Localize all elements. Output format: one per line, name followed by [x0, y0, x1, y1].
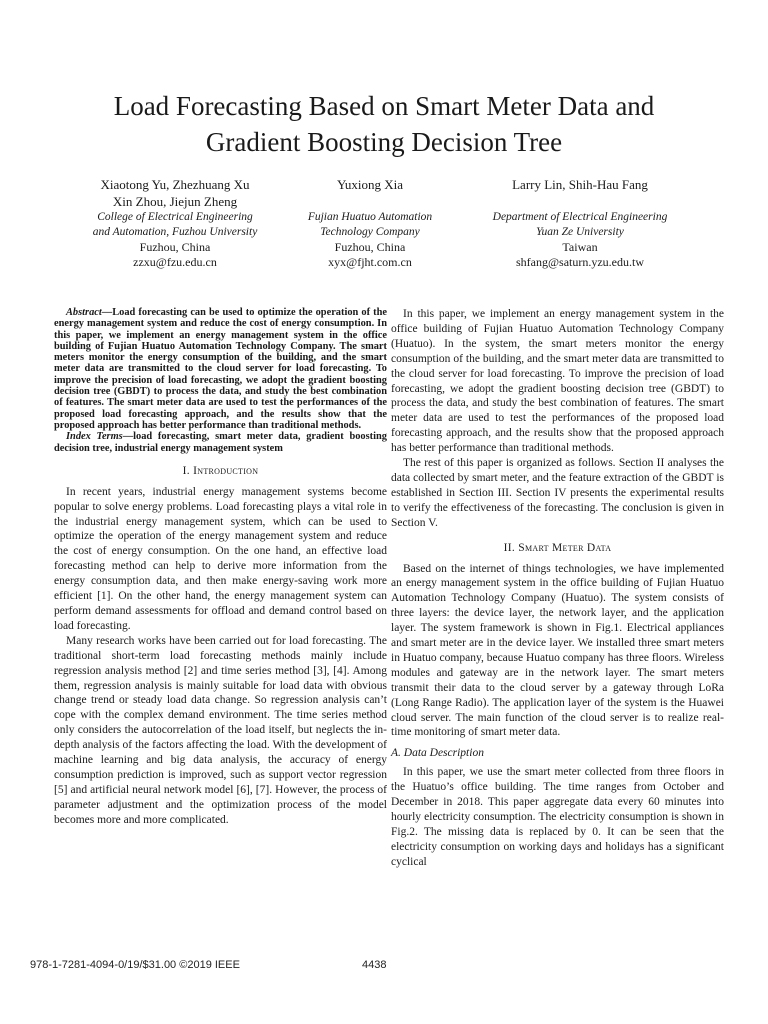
subsection-heading-data-description: A. Data Description	[391, 747, 484, 760]
index-terms-lead: Index Terms	[66, 431, 123, 443]
abstract	[54, 307, 387, 454]
author-location: Taiwan	[562, 240, 598, 254]
copyright-footer: 978-1-7281-4094-0/19/$31.00 ©2019 IEEE	[30, 959, 240, 971]
author-group-3	[445, 176, 715, 270]
paper-title	[0, 88, 768, 160]
author-affiliation: Technology Company	[320, 226, 420, 238]
author-email: shfang@saturn.yzu.edu.tw	[515, 255, 645, 269]
author-names: Xin Zhou, Jiejun Zheng	[112, 194, 238, 209]
abstract-text: —Load forecasting can be used to optimize the operation of the energy management system and reduce the cost of energy consumption. In this paper, we implement an energy management system in the office building of Fujian Huatuo Automation Technology Company. The smart meters monitor the energy consumption of the building, and the smart meter data are transmitted to the cloud server for load forecasting. To improve the precision of load forecasting, we adopt the gradient boosting decision tree (GBDT) to process the data, and study the best combination of features. The smart meter data are used to test the performances of the proposed load forecasting approach, and the results show that the proposed approach has better performance than traditional methods.	[54, 307, 387, 431]
paragraph: Based on the internet of things technologies, we have implemented an energy management system in the office building of Fujian Huatuo Automation Technology Company (Huatuo). The system consists of three layers: the device layer, the network layer, and the application layer. The system framework is shown in Fig.1. Electrical appliances and smart meter are in the device layer. We installed three smart meters in Huatuo company, because Huatuo company has three floors. Wireless modules and gateway are in the network layer. The smart meters transmit their data to the cloud server by a gateway through LoRa (Long Range Radio). The application layer of the system is the Huawei cloud server. The main function of the cloud server is to realize real-time monitoring of smart meter data.	[391, 562, 724, 739]
abstract-lead: Abstract	[66, 307, 102, 318]
author-affiliation: and Automation, Fuzhou University	[92, 226, 258, 238]
author-email: xyx@fjht.com.cn	[328, 255, 412, 269]
author-affiliation: College of Electrical Engineering	[97, 211, 253, 223]
paragraph: In this paper, we use the smart meter collected from three floors in the Huatuo’s office building. The time ranges from October and December in 2018. This paper aggregate data every 60 minutes into hourly electricity consumption. The electricity consumption is shown in Fig.2. The missing data is replaced by 0. It can be seen that the electricity consumption on working days and holidays has a significant cyclical	[391, 766, 724, 868]
author-affiliation: Fujian Huatuo Automation	[307, 211, 433, 223]
author-group-2	[280, 176, 460, 270]
author-names-spacer	[280, 193, 460, 210]
author-names: Larry Lin, Shih-Hau Fang	[512, 177, 648, 192]
paragraph: Many research works have been carried out for load forecasting. The traditional short-term load forecasting methods mainly include regression analysis method [2] and time series method [3], [4]. Among them, regression analysis is mainly suitable for load data with obvious change trend or steady load data change. So regression analysis can’t cope with the complex demand environment. The time series method only considers the autocorrelation of the load itself, but neglects the in-depth analysis of the factors affecting the load. With the development of machine learning and big data analysis, the accuracy of energy consumption prediction is improved, such as support vector regression [5] and artificial neural network model [6], [7]. However, the process of parameter adjustment and the optimization process of the model becomes more and more complicated.	[54, 634, 387, 826]
paragraph: The rest of this paper is organized as follows. Section II analyses the data collected by smart meter, and the feature extraction of the GBDT is established in Section III. Section IV presents the experimental results to verify the effectiveness of the forecasting. The conclusion is given in Section V.	[391, 457, 724, 529]
author-block	[0, 176, 768, 276]
section-heading-smart-meter-data: II. Smart Meter Data	[503, 541, 612, 554]
author-email: zzxu@fzu.edu.cn	[133, 255, 217, 269]
title-line-2: Gradient Boosting Decision Tree	[205, 127, 563, 157]
page-number: 4438	[362, 959, 387, 971]
author-names-spacer	[445, 193, 715, 210]
author-names: Xiaotong Yu, Zhezhuang Xu	[100, 177, 250, 192]
author-location: Fuzhou, China	[334, 240, 406, 254]
index-terms-text: —load forecasting, smart meter data, gradient boosting decision tree, industrial energy management system	[54, 431, 387, 454]
author-affiliation: Yuan Ze University	[536, 226, 624, 238]
author-group-1	[55, 176, 295, 270]
paragraph: In recent years, industrial energy management systems become popular to solve energy problems. Load forecasting plays a vital role in the industrial energy management system, which can be used to optimize the operation of the energy management system and reduce the cost of energy consumption. On the one hand, an effective load forecasting method can help to derive more information from the energy consumption data, and then make energy-saving work more efficient [1]. On the other hand, the energy management system can perform demand assessments for offload and demand control based on load forecasting.	[54, 485, 387, 632]
right-column	[391, 307, 724, 870]
author-names: Yuxiong Xia	[336, 177, 404, 192]
author-location: Fuzhou, China	[139, 240, 211, 254]
paragraph: In this paper, we implement an energy management system in the office building of Fujian Huatuo Automation Technology Company (Huatuo). In the system, the smart meters monitor the energy consumption of the building, and the smart meter data are transmitted to the cloud server for load forecasting. To improve the precision of load forecasting, we adopt the gradient boosting decision tree (GBDT) to process the data, and study the best combination of features. The smart meter data are used to test the performances of the proposed load forecasting approach, and the results show that the proposed approach has better performance than traditional methods.	[391, 308, 724, 455]
author-affiliation: Department of Electrical Engineering	[492, 211, 668, 223]
title-line-1: Load Forecasting Based on Smart Meter Data and	[113, 91, 655, 121]
left-column	[54, 307, 387, 828]
section-heading-introduction: I. Introduction	[182, 464, 259, 477]
